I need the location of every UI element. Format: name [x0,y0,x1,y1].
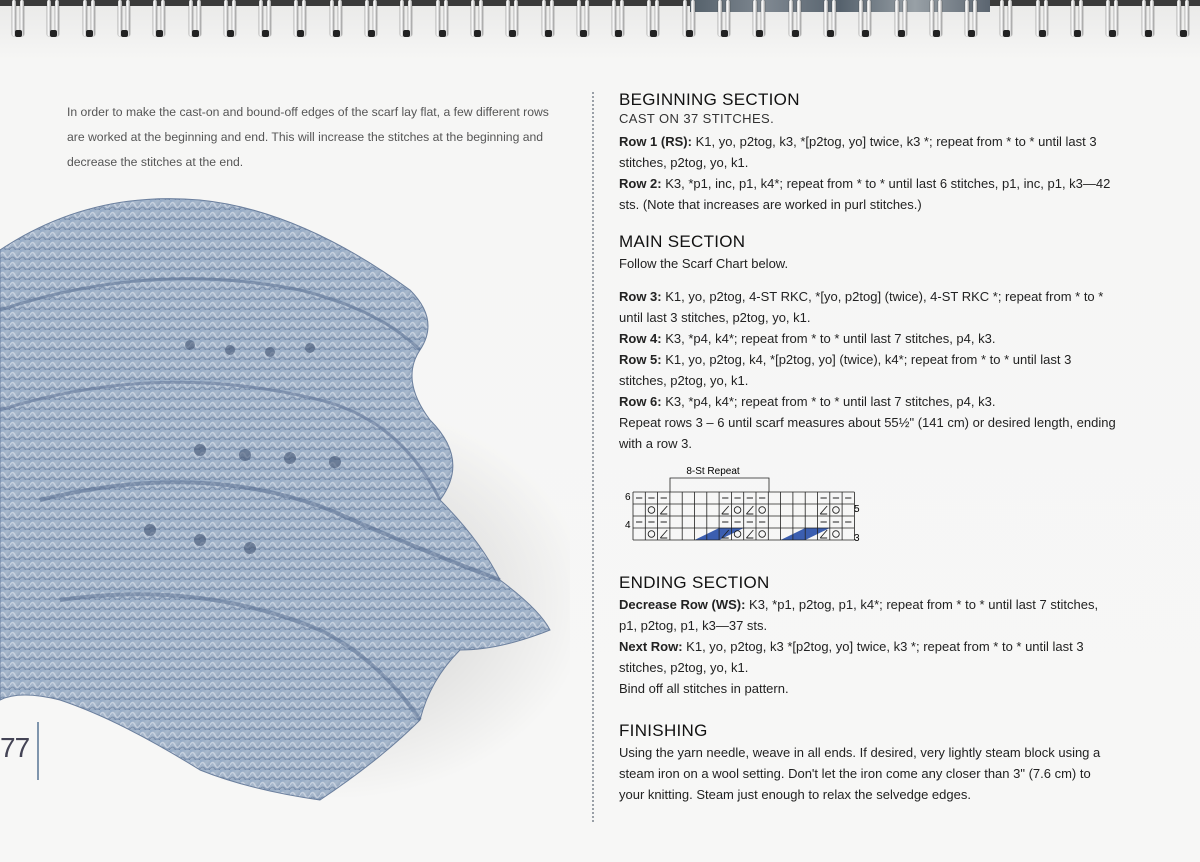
row-1: Row 1 (RS): K1, yo, p2tog, k3, *[p2tog, yo] twice, k3 *; repeat from * to * until last 3 stitches, p2tog, yo, k1. [619,134,1097,170]
chart-grid [633,492,854,540]
bind-off: Bind off all stitches in pattern. [619,681,789,696]
binding-ring [153,0,166,40]
intro-paragraph: In order to make the cast-on and bound-off edges of the scarf lay flat, a few different rows are worked at the beginning and end. This will increase the stitches at the beginning and decrease the stitches at the end. [67,105,549,170]
beginning-subheading: CAST ON 37 STITCHES. [619,111,775,126]
binding-ring [1142,0,1155,40]
binding-ring [542,0,555,40]
binding-ring [895,0,908,40]
binding-ring [1000,0,1013,40]
row-2: Row 2: K3, *p1, inc, p1, k4*; repeat from * to * until last 6 stitches, p1, inc, p1, k3—42 sts. (Note that increases are worked in purl stitches.) [619,176,1111,212]
binding-ring [47,0,60,40]
column-divider [592,92,594,822]
binding-ring [930,0,943,40]
finishing-section [619,720,1119,805]
binding-ring [1071,0,1084,40]
page-number-rule [37,722,39,780]
binding-ring [612,0,625,40]
chart-row-label-5: 5 [854,504,860,515]
binding-ring [683,0,696,40]
main-section [619,231,1119,454]
binding-ring [1177,0,1190,40]
row-5: Row 5: K1, yo, p2tog, k4, *[p2tog, yo] (twice), k4*; repeat from * to * until last 3 stitches, p2tog, yo, k1. [619,352,1072,388]
binding-ring [365,0,378,40]
repeat-note: Repeat rows 3 – 6 until scarf measures about 55½" (141 cm) or desired length, ending with a row 3. [619,415,1116,451]
scarf-photo [0,180,570,810]
chart-row-label-4: 4 [625,520,631,531]
binding-ring [224,0,237,40]
row-4: Row 4: K3, *p4, k4*; repeat from * to * until last 7 stitches, p4, k3. [619,331,996,346]
row-6: Row 6: K3, *p4, k4*; repeat from * to * until last 7 stitches, p4, k3. [619,394,996,409]
scarf-chart [617,464,867,550]
binding-ring [12,0,25,40]
binding-ring [294,0,307,40]
binding-ring [400,0,413,40]
binding-ring [647,0,660,40]
binding-ring [259,0,272,40]
binding-ring [330,0,343,40]
binding-ring [1036,0,1049,40]
main-note: Follow the Scarf Chart below. [619,256,789,271]
binding-ring [577,0,590,40]
page-number: 77 [0,732,30,763]
finishing-text: Using the yarn needle, weave in all ends. If desired, very lightly steam block using a steam iron on a wool setting. Don't let the iron come any closer than 3" (7.6 cm) to your knitting. Steam just enough to relax the selvedge edges. [619,745,1101,802]
binding-ring [436,0,449,40]
binding-ring [718,0,731,40]
binding-ring [789,0,802,40]
binding-ring [824,0,837,40]
binding-ring [83,0,96,40]
ending-heading: ENDING SECTION [619,573,770,592]
finishing-heading: FINISHING [619,721,708,740]
beginning-section [619,89,1119,215]
binding-ring [753,0,766,40]
binding-ring [965,0,978,40]
beginning-heading: BEGINNING SECTION [619,90,800,109]
binding-ring [506,0,519,40]
binding-ring [189,0,202,40]
ending-section [619,572,1119,699]
binding-ring [1106,0,1119,40]
chart-row-label-3: 3 [854,533,860,544]
decrease-row: Decrease Row (WS): K3, *p1, p2tog, p1, k4*; repeat from * to * until last 7 stitches, p1, p2tog, p1, k3—37 sts. [619,597,1099,633]
chart-repeat-label: 8-St Repeat [686,466,740,477]
main-heading: MAIN SECTION [619,232,746,251]
chart-row-label-6: 6 [625,492,631,503]
spiral-binding [0,0,1200,44]
binding-ring [471,0,484,40]
binding-ring [859,0,872,40]
next-row: Next Row: K1, yo, p2tog, k3 *[p2tog, yo] twice, k3 *; repeat from * to * until last 3 stitches, p2tog, yo, k1. [619,639,1084,675]
row-3: Row 3: K1, yo, p2tog, 4-ST RKC, *[yo, p2tog] (twice), 4-ST RKC *; repeat from * to * until last 3 stitches, p2tog, yo, k1. [619,289,1104,325]
binding-ring [118,0,131,40]
